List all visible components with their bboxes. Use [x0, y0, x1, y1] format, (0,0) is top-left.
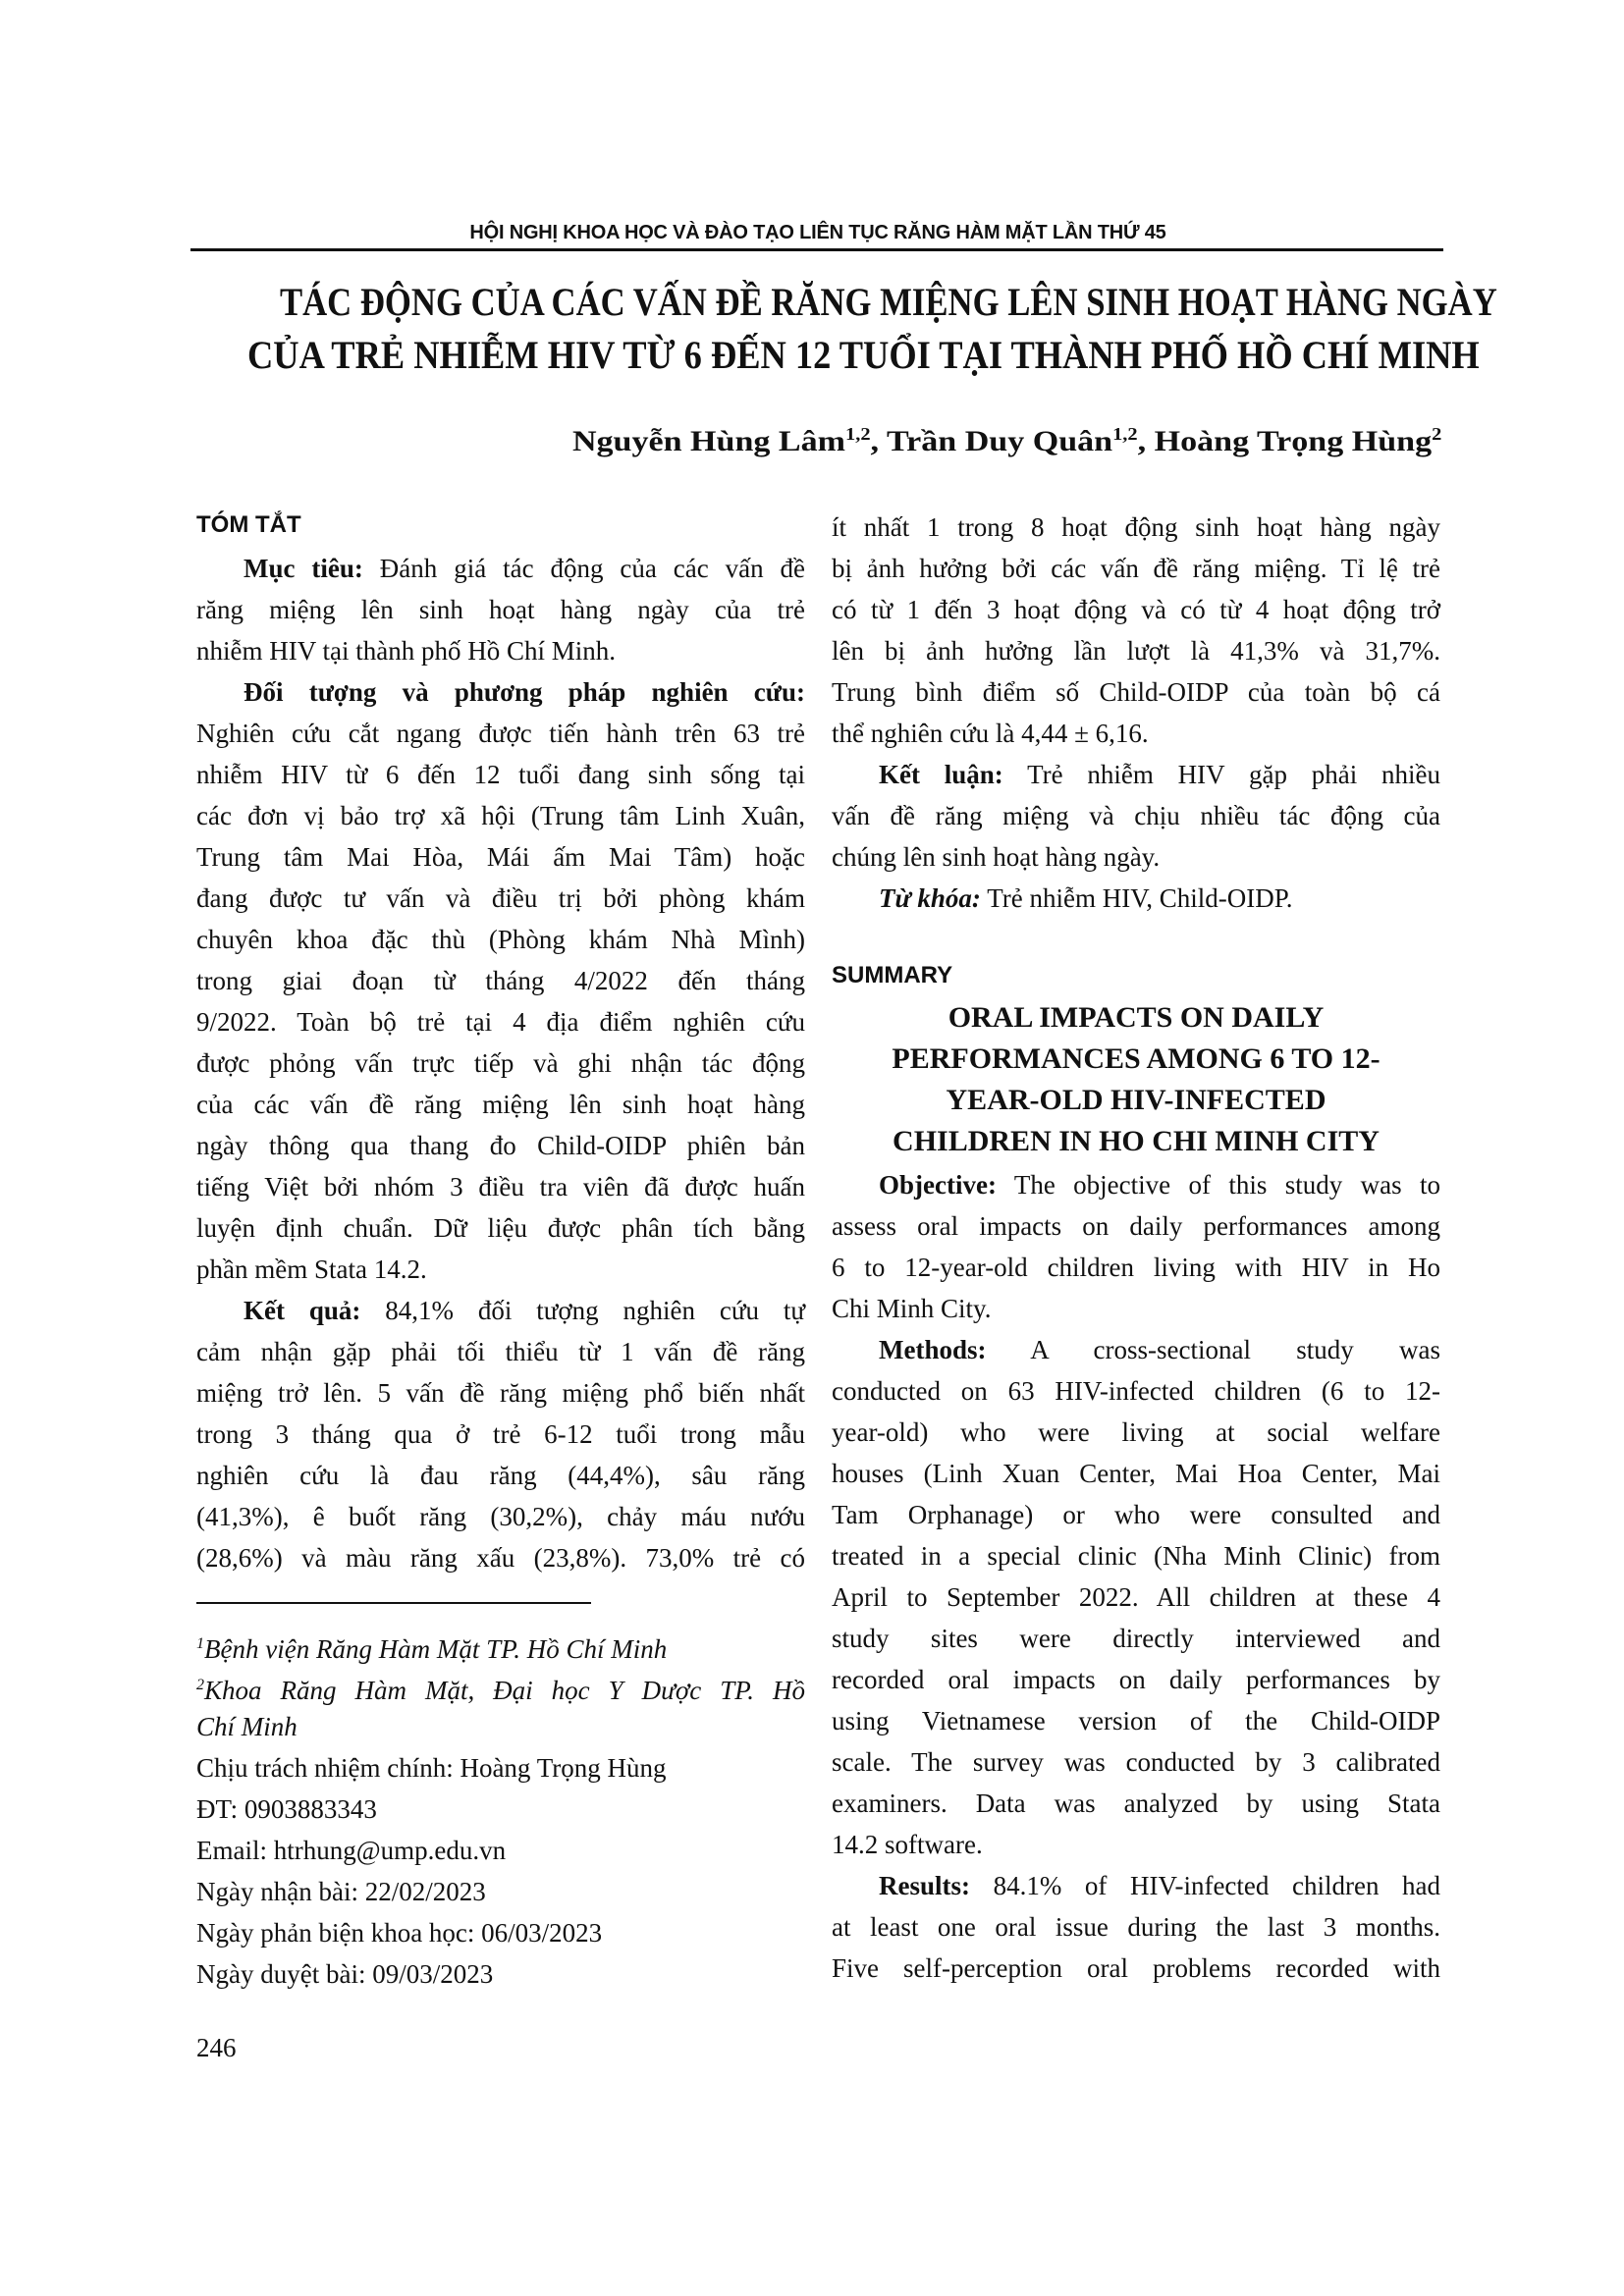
- paragraph: [196, 671, 805, 1290]
- page-number: 246: [196, 2033, 237, 2062]
- line-text: nghiên cứu là đau răng (44,4%), sâu răng: [196, 1461, 805, 1490]
- title-text-2: CỦA TRẺ NHIỄM HIV TỪ 6 ĐẾN 12 TUỔI TẠI THÀNH PHỐ HỒ CHÍ MINH: [246, 333, 1480, 377]
- author-affiliation-marker: 2: [1431, 424, 1441, 444]
- text-line: [196, 713, 805, 754]
- text-line: [196, 919, 805, 960]
- line-text: đang được tư vấn và điều trị bởi phòng khám: [196, 883, 805, 913]
- phone: ĐT: 0903883343: [196, 1794, 377, 1824]
- text-line: [196, 1166, 805, 1207]
- line-text: thể nghiên cứu là 4,44 ± 6,16.: [832, 719, 1149, 748]
- english-title-line: PERFORMANCES AMONG 6 TO 12-: [892, 1042, 1380, 1075]
- authors: [571, 424, 1441, 458]
- title-text-1: TÁC ĐỘNG CỦA CÁC VẤN ĐỀ RĂNG MIỆNG LÊN SINH HOẠT HÀNG NGÀY: [279, 280, 1497, 324]
- text-line: [196, 1125, 805, 1166]
- date-accepted: Ngày duyệt bài: 09/03/2023: [196, 1959, 494, 1989]
- text-line: [196, 548, 805, 589]
- line-text: The objective of this study was to: [996, 1170, 1440, 1200]
- text-line: [832, 548, 1440, 589]
- author-name: Nguyễn Hùng Lâm: [571, 425, 845, 457]
- text-line: [832, 1576, 1440, 1618]
- text-line: [832, 630, 1440, 671]
- text-line: [832, 1783, 1440, 1824]
- line-text: Tam Orphanage) or who were consulted and: [832, 1500, 1440, 1529]
- text-line: [832, 1948, 1440, 1989]
- author-separator: ,: [1137, 425, 1155, 457]
- footnote-affiliation-1: [196, 1624, 805, 1665]
- line-text: chuyên khoa đặc thù (Phòng khám Nhà Mình): [196, 925, 805, 954]
- text-line: [832, 1824, 1440, 1865]
- corresponding-author: Chịu trách nhiệm chính: Hoàng Trọng Hùng: [196, 1753, 667, 1783]
- text-line: [196, 795, 805, 836]
- line-text: treated in a special clinic (Nha Minh Clinic) from: [832, 1541, 1440, 1571]
- line-text: có từ 1 đến 3 hoạt động và có từ 4 hoạt động trở: [832, 595, 1440, 624]
- line-text: 9/2022. Toàn bộ trẻ tại 4 địa điểm nghiên cứu: [196, 1007, 805, 1037]
- paragraph-lead: Mục tiêu:: [244, 554, 363, 583]
- paragraph: [832, 1865, 1440, 1989]
- line-text: Trẻ nhiễm HIV, Child-OIDP.: [980, 883, 1293, 913]
- line-text: (28,6%) và màu răng xấu (23,8%). 73,0% trẻ có: [196, 1543, 805, 1573]
- text-line: [832, 671, 1440, 713]
- paragraph-lead: Results:: [879, 1871, 970, 1900]
- english-title-line: CHILDREN IN HO CHI MINH CITY: [893, 1125, 1380, 1157]
- text-line: [832, 1288, 1440, 1329]
- text-line: [196, 836, 805, 878]
- text-line: [832, 878, 1440, 919]
- line-text: study sites were directly interviewed and: [832, 1624, 1440, 1653]
- text-line: [196, 754, 805, 795]
- line-text: Five self-perception oral problems recorded with: [832, 1953, 1440, 1983]
- line-text: ngày thông qua thang đo Child-OIDP phiên bản: [196, 1131, 805, 1160]
- paragraph-lead: Kết luận:: [879, 760, 1003, 789]
- abstract-vi-left-column: [196, 548, 805, 1578]
- text-line: [832, 1453, 1440, 1494]
- line-text: April to September 2022. All children at these 4: [832, 1582, 1440, 1612]
- line-text: nhiễm HIV từ 6 đến 12 tuổi đang sinh sống tại: [196, 760, 805, 789]
- line-text: 84,1% đối tượng nghiên cứu tự: [360, 1296, 805, 1325]
- text-line: [832, 1865, 1440, 1906]
- paragraph-lead: Kết quả:: [244, 1296, 361, 1325]
- abstract-heading: TÓM TẮT: [196, 511, 301, 538]
- title-line-2: [187, 331, 1480, 380]
- author-name: Trần Duy Quân: [886, 425, 1112, 457]
- abstract-vi-right-column: [832, 507, 1440, 919]
- paragraph: [832, 754, 1440, 878]
- text-line: [196, 589, 805, 630]
- date-received: Ngày nhận bài: 22/02/2023: [196, 1877, 486, 1906]
- text-line: [832, 1329, 1440, 1370]
- text-line: [196, 1331, 805, 1372]
- footnote-affiliation-2-cont: Chí Minh: [196, 1712, 298, 1741]
- line-text: Chi Minh City.: [832, 1294, 992, 1323]
- author-separator: ,: [870, 425, 887, 457]
- line-text: Nghiên cứu cắt ngang được tiến hành trên 63 trẻ: [196, 719, 805, 748]
- text-line: [196, 671, 805, 713]
- line-text: luyện định chuẩn. Dữ liệu được phân tích bằng: [196, 1213, 805, 1243]
- line-text: của các vấn đề răng miệng lên sinh hoạt hàng: [196, 1090, 805, 1119]
- line-text: 84.1% of HIV-infected children had: [970, 1871, 1440, 1900]
- author-name: Hoàng Trọng Hùng: [1154, 425, 1432, 457]
- text-line: [196, 630, 805, 671]
- text-line: [196, 1207, 805, 1249]
- line-text: examiners. Data was analyzed by using Stata: [832, 1789, 1440, 1818]
- text-line: [832, 754, 1440, 795]
- line-text: lên bị ảnh hưởng lần lượt là 41,3% và 31,7%.: [832, 636, 1440, 666]
- line-text: assess oral impacts on daily performances among: [832, 1211, 1440, 1241]
- line-text: A cross-sectional study was: [986, 1335, 1440, 1364]
- email: Email: htrhung@ump.edu.vn: [196, 1836, 507, 1865]
- author-list: [572, 424, 1441, 458]
- paragraph-lead: Methods:: [879, 1335, 987, 1364]
- text-line: [832, 1205, 1440, 1247]
- line-text: at least one oral issue during the last 3 months.: [832, 1912, 1440, 1942]
- text-line: [832, 1494, 1440, 1535]
- paragraph: [832, 507, 1440, 754]
- summary-column: [832, 1164, 1440, 1989]
- author-affiliation-marker: 1,2: [1111, 424, 1138, 444]
- text-line: [832, 589, 1440, 630]
- paragraph: [832, 878, 1440, 919]
- text-line: [832, 1741, 1440, 1783]
- paragraph: [196, 1290, 805, 1578]
- text-line: [196, 1290, 805, 1331]
- paragraph-lead: Objective:: [879, 1170, 997, 1200]
- footnote-text: Bệnh viện Răng Hàm Mặt TP. Hồ Chí Minh: [204, 1634, 668, 1664]
- line-text: vấn đề răng miệng và chịu nhiều tác động của: [832, 801, 1440, 830]
- text-line: [832, 1618, 1440, 1659]
- author-affiliation-marker: 1,2: [844, 424, 871, 444]
- running-header: HỘI NGHỊ KHOA HỌC VÀ ĐÀO TẠO LIÊN TỤC RĂNG HÀM MẶT LẦN THỨ 45: [469, 222, 1166, 243]
- text-line: [832, 1906, 1440, 1948]
- line-text: răng miệng lên sinh hoạt hàng ngày của trẻ: [196, 595, 805, 624]
- footnote-rule: [196, 1602, 591, 1604]
- line-text: chúng lên sinh hoạt hàng ngày.: [832, 842, 1161, 872]
- summary-heading: SUMMARY: [832, 962, 953, 988]
- english-title-line: ORAL IMPACTS ON DAILY: [947, 1001, 1325, 1034]
- line-text: ít nhất 1 trong 8 hoạt động sinh hoạt hàng ngày: [832, 512, 1440, 542]
- line-text: các đơn vị bảo trợ xã hội (Trung tâm Linh Xuân,: [196, 801, 805, 830]
- paragraph: [832, 1329, 1440, 1865]
- line-text: 14.2 software.: [832, 1830, 983, 1859]
- line-text: bị ảnh hưởng bởi các vấn đề răng miệng. Tỉ lệ trẻ: [832, 554, 1440, 583]
- line-text: Trung bình điểm số Child-OIDP của toàn bộ cá: [832, 677, 1440, 707]
- english-title: [832, 997, 1440, 1162]
- text-line: [832, 1370, 1440, 1412]
- paragraph: [832, 1164, 1440, 1329]
- text-line: [832, 1164, 1440, 1205]
- line-text: year-old) who were living at social welfare: [832, 1417, 1440, 1447]
- line-text: using Vietnamese version of the Child-OIDP: [832, 1706, 1440, 1735]
- text-line: [196, 1001, 805, 1042]
- line-text: 6 to 12-year-old children living with HIV in Ho: [832, 1253, 1440, 1282]
- text-line: [196, 1249, 805, 1290]
- line-text: được phỏng vấn trực tiếp và ghi nhận tác động: [196, 1048, 805, 1078]
- footnote-affiliation-2: [196, 1665, 805, 1706]
- text-line: [196, 1414, 805, 1455]
- line-text: Trẻ nhiễm HIV gặp phải nhiều: [1002, 760, 1440, 789]
- text-line: [832, 1659, 1440, 1700]
- paragraph: [196, 548, 805, 671]
- text-line: [832, 1700, 1440, 1741]
- text-line: [832, 713, 1440, 754]
- text-line: [832, 836, 1440, 878]
- footnotes: [196, 1624, 805, 1995]
- date-reviewed: Ngày phản biện khoa học: 06/03/2023: [196, 1918, 603, 1948]
- text-line: [832, 1535, 1440, 1576]
- line-text: scale. The survey was conducted by 3 calibrated: [832, 1747, 1440, 1777]
- line-text: nhiễm HIV tại thành phố Hồ Chí Minh.: [196, 636, 616, 666]
- line-text: (41,3%), ê buốt răng (30,2%), chảy máu nướu: [196, 1502, 805, 1531]
- text-line: [832, 507, 1440, 548]
- line-text: recorded oral impacts on daily performances by: [832, 1665, 1440, 1694]
- line-text: Trung tâm Mai Hòa, Mái ấm Mai Tâm) hoặc: [196, 842, 805, 872]
- text-line: [832, 795, 1440, 836]
- text-line: [196, 878, 805, 919]
- footnote-text: Khoa Răng Hàm Mặt, Đại học Y Dược TP. Hồ: [204, 1676, 805, 1705]
- footnote-marker: 2: [196, 1677, 204, 1693]
- line-text: trong giai đoạn từ tháng 4/2022 đến tháng: [196, 966, 805, 995]
- text-line: [196, 1455, 805, 1496]
- line-text: tiếng Việt bởi nhóm 3 điều tra viên đã được huấn: [196, 1172, 805, 1201]
- title-line-1: [187, 278, 1497, 327]
- text-line: [196, 1084, 805, 1125]
- english-title-line: YEAR-OLD HIV-INFECTED: [946, 1084, 1326, 1116]
- text-line: [196, 960, 805, 1001]
- footnote-marker: 1: [196, 1635, 204, 1652]
- line-text: conducted on 63 HIV-infected children (6 to 12-: [832, 1376, 1440, 1406]
- paragraph-lead: Đối tượng và phương pháp nghiên cứu:: [244, 677, 805, 707]
- line-text: cảm nhận gặp phải tối thiểu từ 1 vấn đề răng: [196, 1337, 805, 1366]
- paragraph-lead: Từ khóa:: [879, 883, 981, 913]
- line-text: houses (Linh Xuan Center, Mai Hoa Center, Mai: [832, 1459, 1440, 1488]
- text-line: [832, 1412, 1440, 1453]
- text-line: [196, 1372, 805, 1414]
- text-line: [196, 1042, 805, 1084]
- line-text: trong 3 tháng qua ở trẻ 6-12 tuổi trong mẫu: [196, 1419, 805, 1449]
- text-line: [832, 1247, 1440, 1288]
- header-rule: [190, 248, 1443, 251]
- line-text: miệng trở lên. 5 vấn đề răng miệng phổ biến nhất: [196, 1378, 805, 1408]
- text-line: [196, 1537, 805, 1578]
- line-text: Đánh giá tác động của các vấn đề: [362, 554, 806, 583]
- text-line: [196, 1496, 805, 1537]
- line-text: phần mềm Stata 14.2.: [196, 1255, 427, 1284]
